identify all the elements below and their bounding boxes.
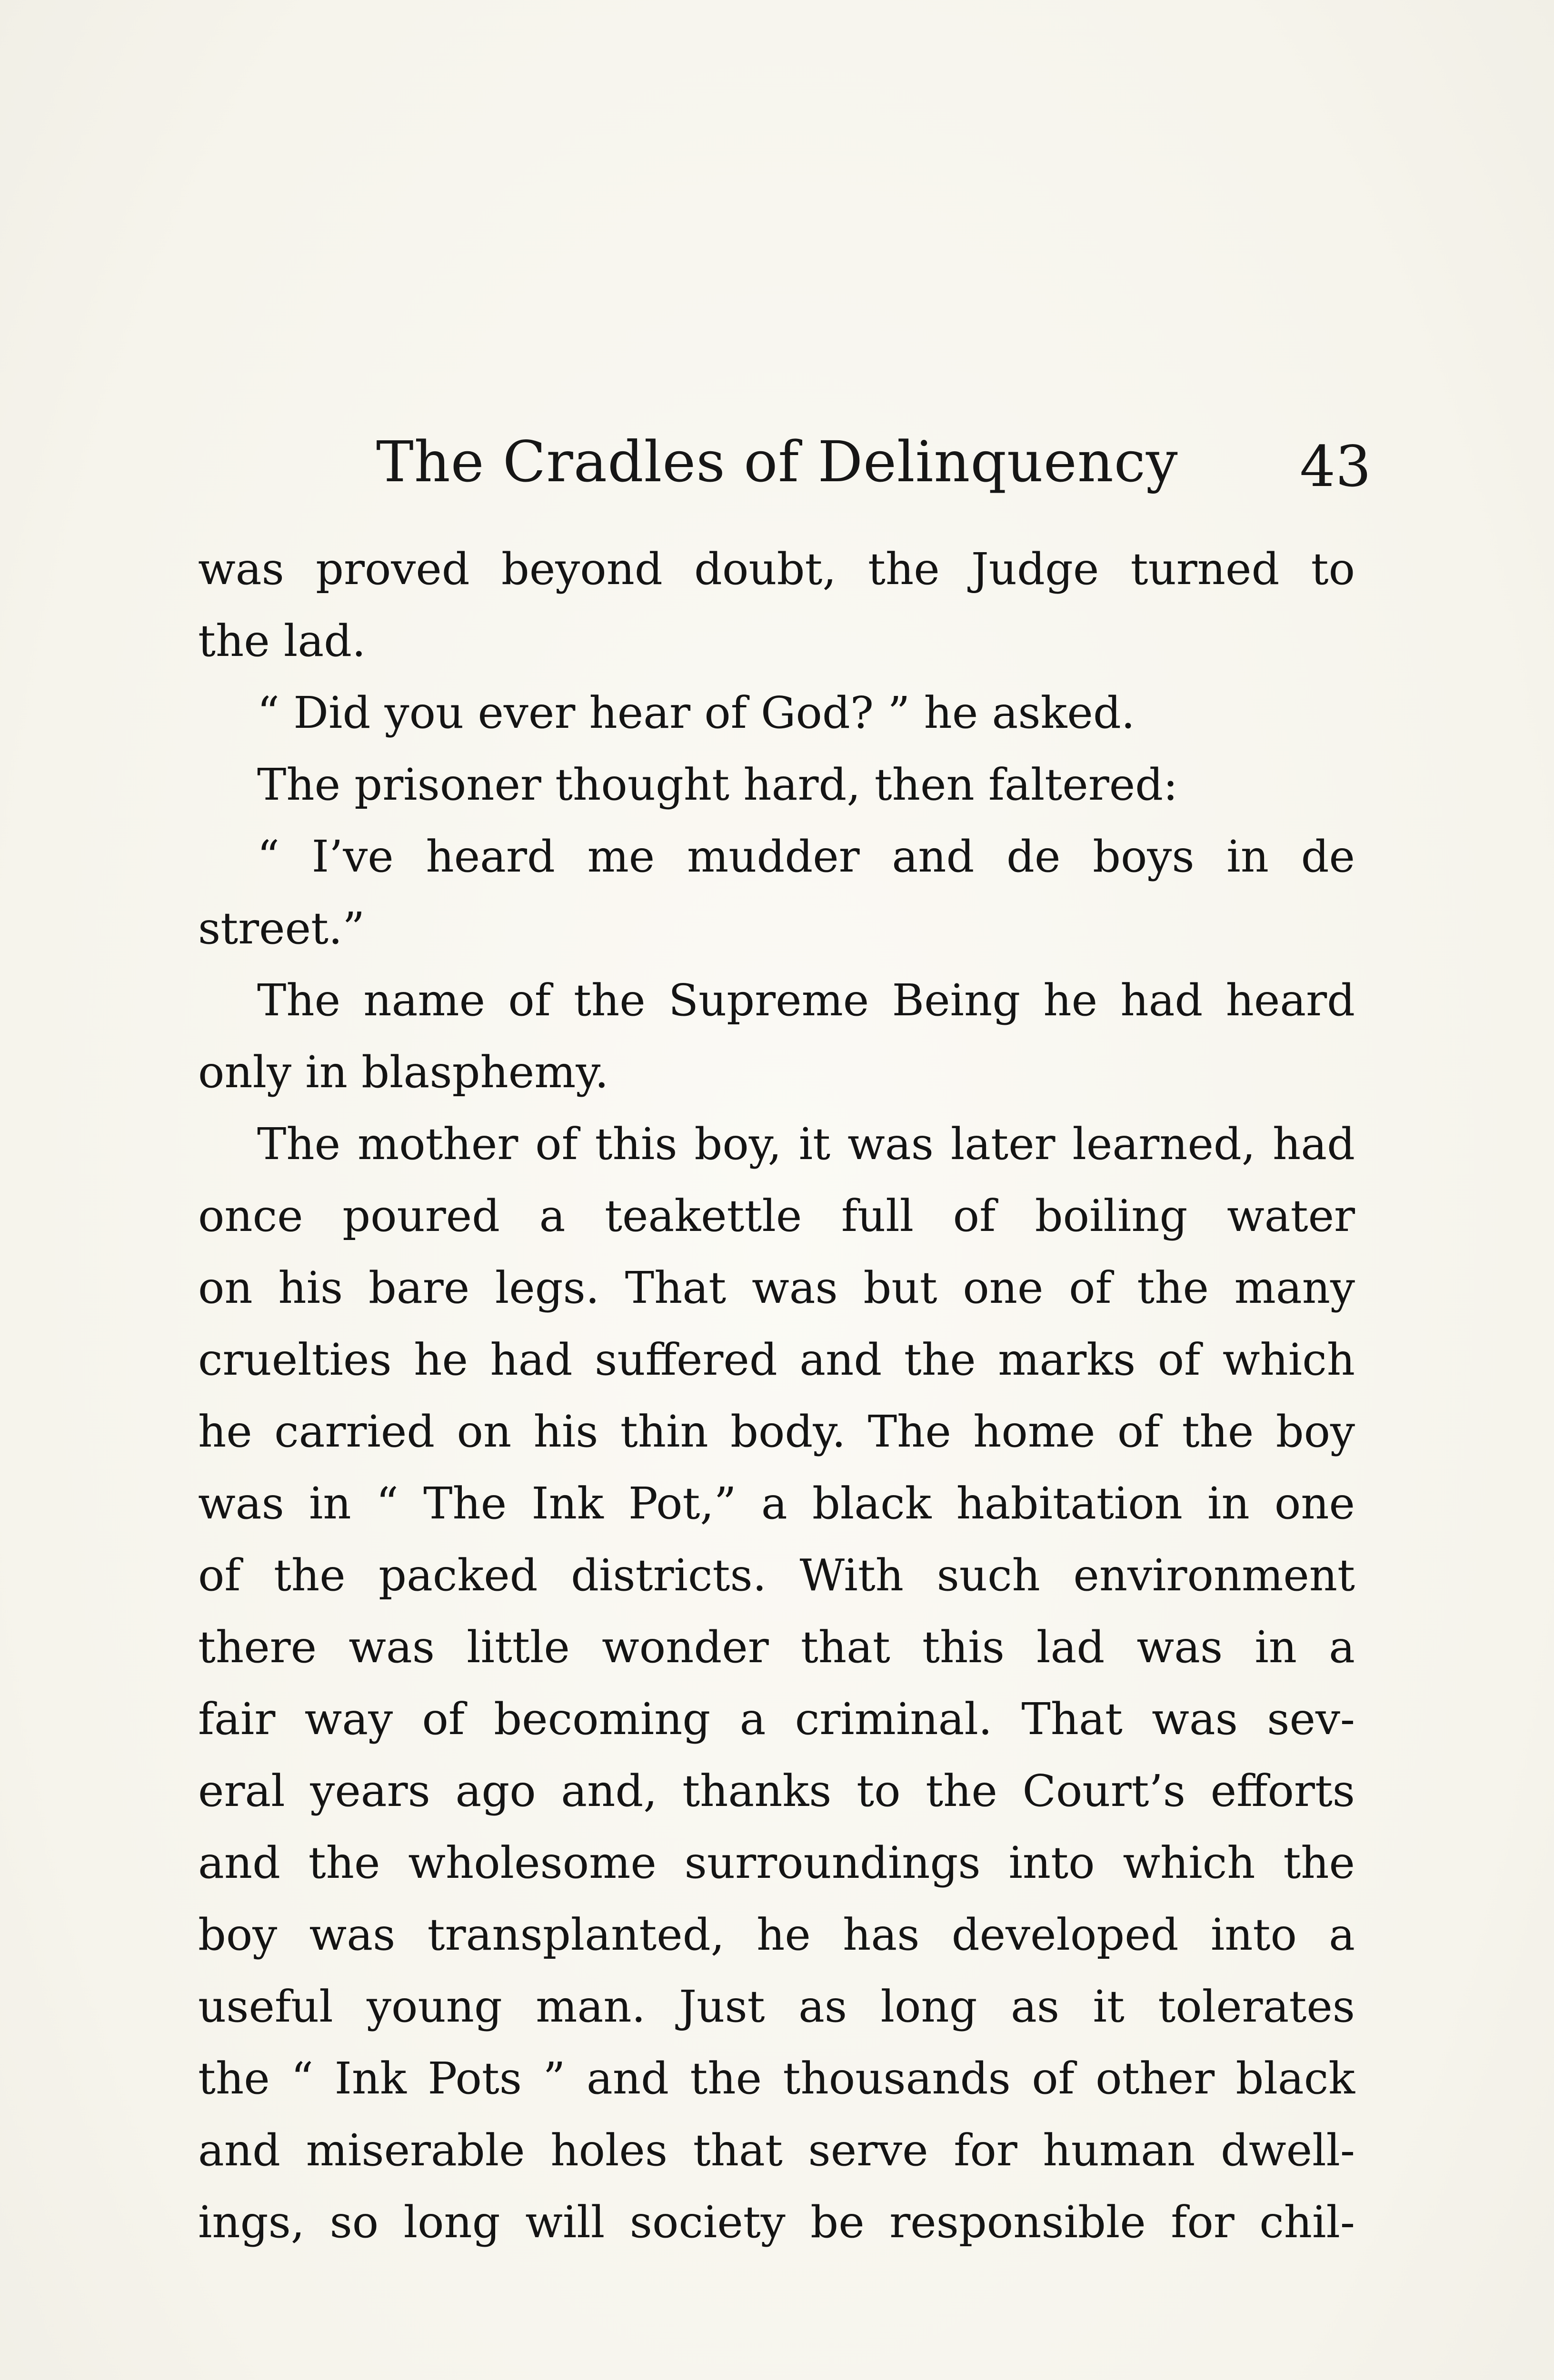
text-line: “ Did you ever hear of God? ” he asked. [257, 687, 1135, 738]
text-line: eral years ago and, thanks to the Court’s efforts [198, 1765, 1355, 1816]
text-line: there was little wonder that this lad was in a [198, 1622, 1355, 1673]
text-line: of the packed districts. With such environment [198, 1550, 1355, 1601]
text-line: “ I’ve heard me mudder and de boys in de [257, 831, 1355, 882]
text-line: was in “ The Ink Pot,” a black habitation in one [198, 1478, 1355, 1529]
text-line: on his bare legs. That was but one of the many [198, 1262, 1355, 1313]
text-line: useful young man. Just as long as it tolerates [198, 1981, 1355, 2032]
text-line: once poured a teakettle full of boiling water [198, 1190, 1355, 1241]
text-line: cruelties he had suffered and the marks of which [198, 1334, 1355, 1385]
text-line: and the wholesome surroundings into which the [198, 1837, 1355, 1888]
text-line: ings, so long will society be responsible for chil- [198, 2197, 1355, 2248]
text-line: the lad. [198, 615, 366, 666]
text-line: and miserable holes that serve for human dwell- [198, 2125, 1355, 2176]
text-line: The name of the Supreme Being he had heard [257, 975, 1355, 1026]
page-number: 43 [1299, 434, 1371, 499]
page-header [376, 428, 1371, 499]
text-line: The prisoner thought hard, then faltered: [257, 759, 1178, 810]
text-line: street.” [198, 903, 365, 954]
text-line: The mother of this boy, it was later learned, had [257, 1119, 1355, 1170]
text-line: only in blasphemy. [198, 1047, 609, 1098]
body-text [198, 533, 1355, 2258]
text-line: he carried on his thin body. The home of the boy [198, 1406, 1355, 1457]
text-line: boy was transplanted, he has developed into a [198, 1909, 1355, 1960]
text-line: was proved beyond doubt, the Judge turned to [198, 544, 1355, 595]
text-line: fair way of becoming a criminal. That was sev- [198, 1694, 1355, 1745]
text-line: the “ Ink Pots ” and the thousands of other black [198, 2053, 1355, 2104]
running-title: The Cradles of Delinquency [376, 429, 1178, 495]
